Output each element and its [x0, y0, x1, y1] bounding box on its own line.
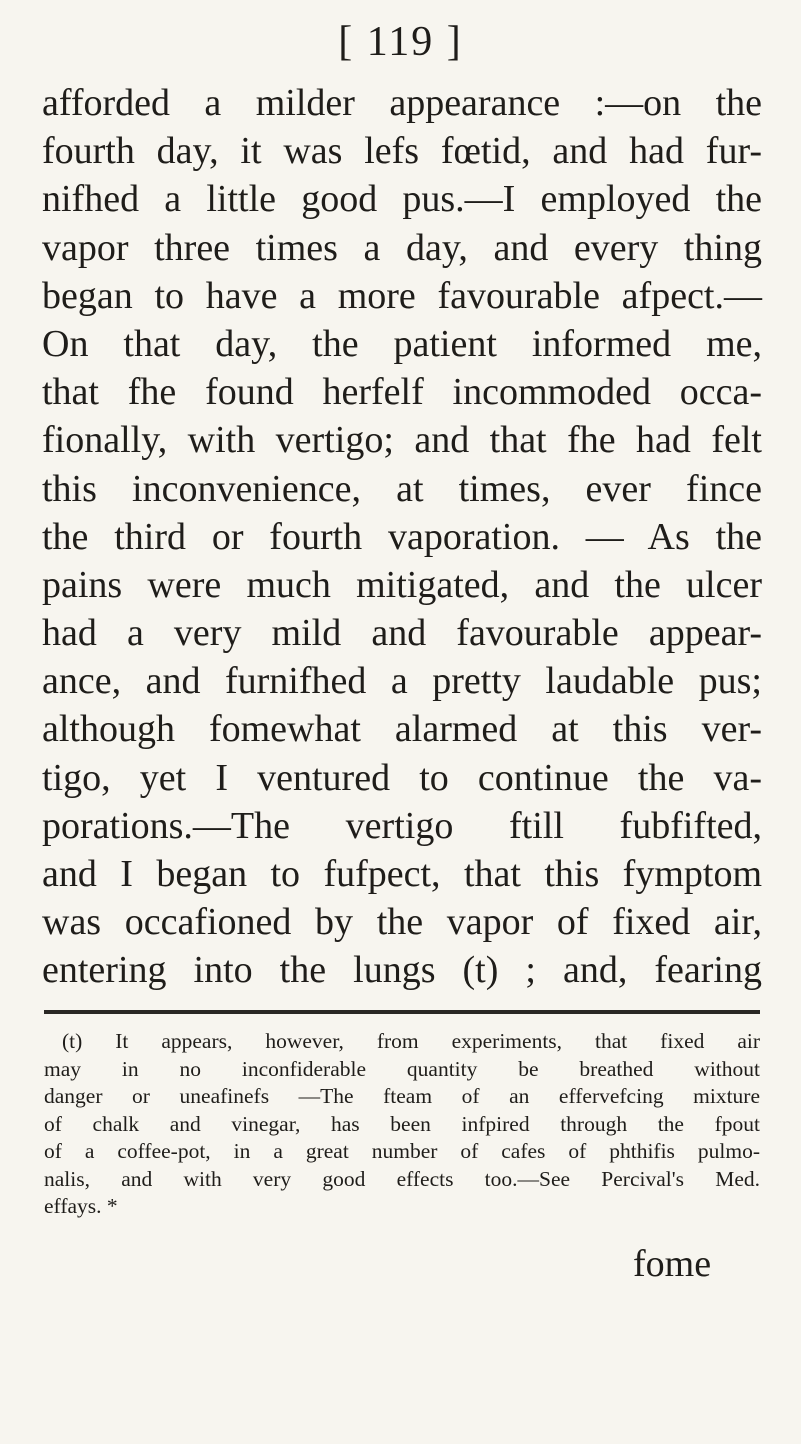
body-line: porations.—The vertigo ftill fubfifted,	[42, 804, 762, 847]
footnote-line: nalis, and with very good effects too.—See Percival's Med.	[44, 1166, 760, 1191]
body-line: ance, and furnifhed a pretty laudable pus;	[42, 660, 762, 703]
page-number: [ 119 ]	[338, 19, 463, 65]
body-line: On that day, the patient informed me,	[42, 322, 762, 365]
footnote-line: of chalk and vinegar, has been infpired through the fpout	[44, 1111, 760, 1136]
footnote-line: effays. *	[44, 1194, 118, 1218]
body-line: that fhe found herfelf incommoded occa-	[42, 371, 762, 414]
body-line: and I began to fufpect, that this fymptom	[42, 853, 762, 895]
body-line: fourth day, it was lefs fœtid, and had fur-	[42, 130, 762, 173]
body-line: pains were much mitigated, and the ulcer	[42, 563, 762, 606]
body-line: although fomewhat alarmed at this ver-	[42, 708, 762, 751]
footnote-line: danger or uneafinefs —The fteam of an effervefcing mixture	[44, 1084, 760, 1108]
footnote	[44, 1028, 760, 1221]
footnote-divider	[44, 1010, 760, 1014]
body-line: afforded a milder appearance :—on the	[42, 82, 762, 124]
body-line: fionally, with vertigo; and that fhe had felt	[42, 419, 762, 462]
body-line: the third or fourth vaporation. — As the	[42, 515, 762, 558]
body-line: had a very mild and favourable appear-	[42, 612, 762, 655]
body-line: was occafioned by the vapor of fixed air,	[42, 901, 762, 944]
footnote-line: (t) It appears, however, from experiments, that fixed air	[62, 1029, 760, 1053]
body-line: tigo, yet I ventured to continue the va-	[42, 756, 762, 799]
body-line: entering into the lungs (t) ; and, fearing	[42, 949, 762, 992]
body-line: this inconvenience, at times, ever fince	[42, 467, 762, 510]
footnote-line: may in no inconfiderable quantity be breathed without	[44, 1056, 760, 1081]
body-line: vapor three times a day, and every thing	[42, 226, 762, 269]
body-line: began to have a more favourable afpect.—	[42, 274, 762, 317]
footnote-line: of a coffee-pot, in a great number of cafes of phthifis pulmo-	[44, 1139, 760, 1163]
body-line: nifhed a little good pus.—I employed the	[42, 178, 762, 221]
body-text	[42, 79, 762, 995]
catchword: fome	[633, 1243, 712, 1285]
